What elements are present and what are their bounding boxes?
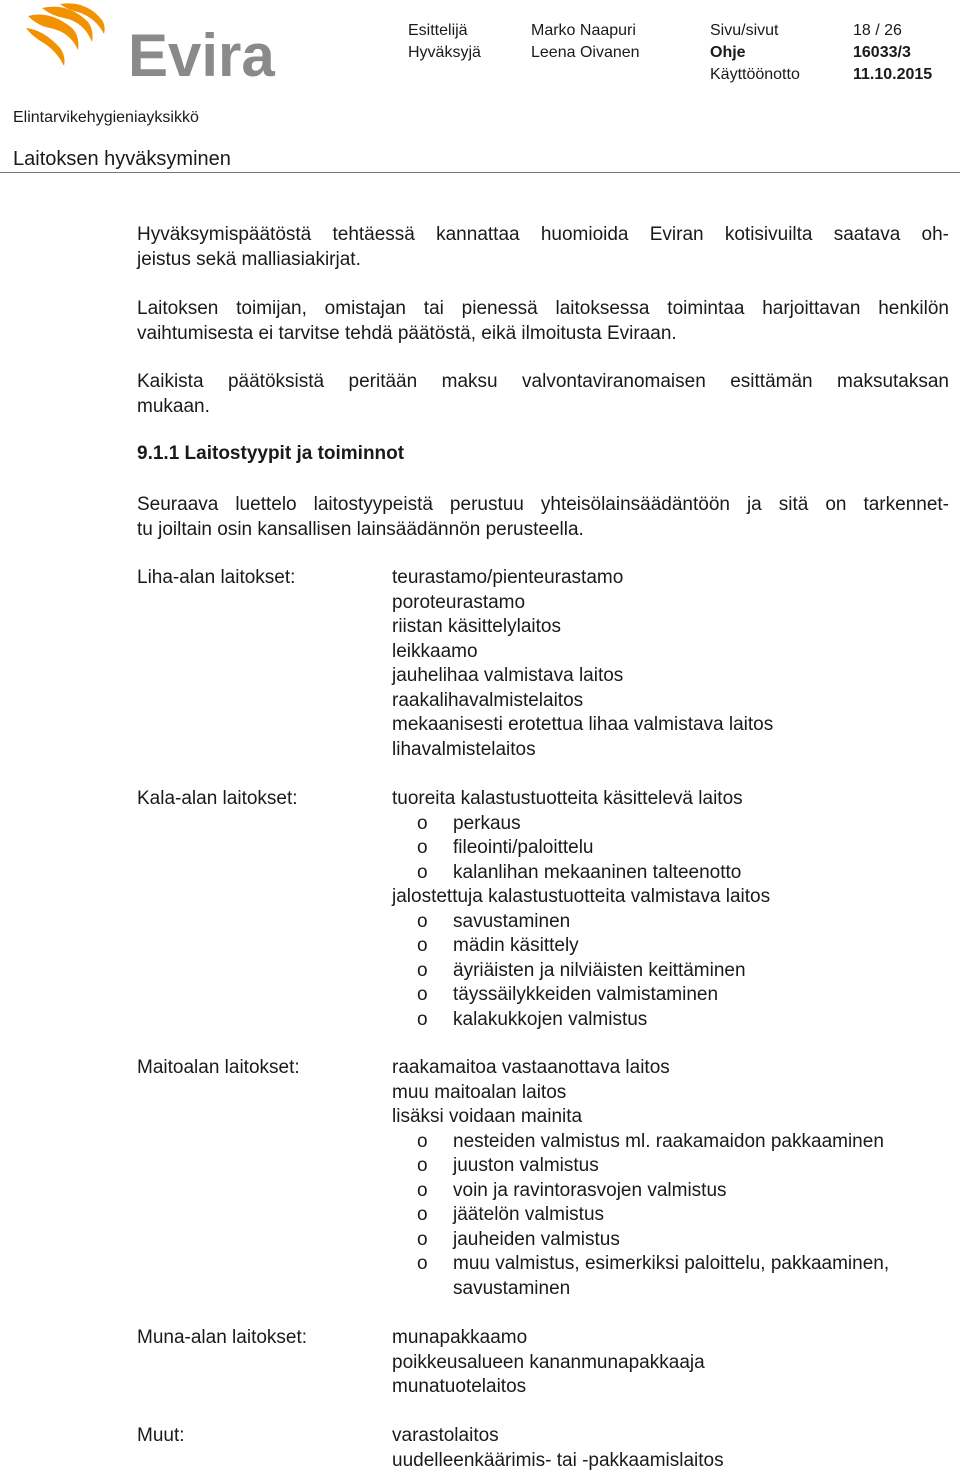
bullet-icon: o (417, 1179, 428, 1201)
text-line: vaihtumisesta ei tarvitse tehdä päätöstä, eikä ilmoitusta Eviraan. (137, 322, 677, 344)
document-title: Laitoksen hyväksyminen (13, 148, 231, 170)
esittelija-value: Marko Naapuri (531, 22, 636, 39)
list-item: raakalihavalmistelaitos (392, 689, 584, 711)
text-line: Hyväksymispäätöstä tehtäessä kannattaa huomioida Eviran kotisivuilta saatava oh- (137, 224, 949, 245)
paragraph-3 (137, 370, 949, 419)
esittelija-label: Esittelijä (408, 22, 468, 39)
bullet-icon: o (417, 1155, 428, 1176)
section-heading: 9.1.1 Laitostyypit ja toiminnot (137, 443, 405, 464)
category-list-muna (392, 1326, 952, 1400)
list-item: mekaanisesti erotettua lihaa valmistava laitos (392, 714, 774, 735)
hyvaksyja-label: Hyväksyjä (408, 44, 481, 61)
list-item: tuoreita kalastustuotteita käsittelevä laitos (392, 788, 743, 809)
doc-number: 16033/3 (853, 44, 911, 61)
paragraph-1 (137, 223, 949, 272)
sub-list-item: o mädin käsittely (392, 934, 952, 959)
paragraph-4 (137, 493, 949, 542)
sub-list-item: o savustaminen (392, 910, 952, 935)
list-item: munatuotelaitos (392, 1376, 527, 1397)
sub-list-item: o kalanlihan mekaaninen talteenotto (392, 861, 952, 886)
bullet-icon: o (417, 1204, 428, 1225)
sub-list-item: o nesteiden valmistus ml. raakamaidon pakkaaminen (392, 1130, 952, 1155)
sub-list-item: o jauheiden valmistus (392, 1228, 952, 1253)
list-item: poikkeusalueen kananmunapakkaaja (392, 1351, 705, 1373)
sub-list-item: o perkaus (392, 812, 952, 837)
category-list-muut (392, 1424, 952, 1473)
list-item: poroteurastamo (392, 591, 526, 613)
list-item: jalostettuja kalastustuotteita valmistava laitos (392, 886, 771, 907)
category-label-muna: Muna-alan laitokset: (137, 1327, 308, 1348)
bullet-icon: o (417, 935, 428, 956)
category-label-muut: Muut: (137, 1425, 185, 1446)
category-list-liha (392, 566, 952, 762)
list-item: leikkaamo (392, 640, 478, 662)
doc-type: Ohje (710, 44, 746, 61)
evira-logo (20, 2, 280, 82)
category-label-kala: Kala-alan laitokset: (137, 788, 298, 809)
list-item: munapakkaamo (392, 1327, 528, 1348)
list-item: riistan käsittelylaitos (392, 616, 561, 637)
bullet-icon: o (417, 1130, 428, 1152)
text-line: tu joiltain osin kansallisen lainsäädännön perusteella. (137, 518, 584, 540)
list-item: jauhelihaa valmistava laitos (392, 665, 624, 686)
sub-list-item: o äyriäisten ja nilviäisten keittäminen (392, 959, 952, 984)
bullet-icon: o (417, 959, 428, 981)
text-line: Laitoksen toimijan, omistajan tai pienessä laitoksessa toimintaa harjoittavan henkilön (137, 298, 949, 319)
text-line: Seuraava luettelo laitostyypeistä perustuu yhteisölainsäädäntöön ja sitä on tarkennet- (137, 494, 949, 515)
list-item: uudelleenkäärimis- tai -pakkaamislaitos (392, 1449, 724, 1471)
bullet-icon: o (417, 1008, 428, 1030)
bullet-icon: o (417, 812, 428, 834)
bullet-icon: o (417, 861, 428, 883)
sub-list-item: o täyssäilykkeiden valmistaminen (392, 983, 952, 1008)
bullet-icon: o (417, 1228, 428, 1250)
bullet-icon: o (417, 984, 428, 1005)
bullet-icon: o (417, 837, 428, 858)
hyvaksyja-value: Leena Oivanen (531, 44, 640, 61)
sub-list-item: o voin ja ravintorasvojen valmistus (392, 1179, 952, 1204)
list-item: raakamaitoa vastaanottava laitos (392, 1057, 670, 1078)
sub-list-item: o kalakukkojen valmistus (392, 1008, 952, 1033)
header-divider (0, 172, 960, 173)
sub-list-item: o fileointi/paloittelu (392, 836, 952, 861)
category-label-liha: Liha-alan laitokset: (137, 567, 296, 588)
list-item: varastolaitos (392, 1425, 499, 1446)
text-line: Kaikista päätöksistä peritään maksu valvontaviranomaisen esittämän maksutaksan (137, 371, 949, 392)
paragraph-2 (137, 297, 949, 346)
list-item: lisäksi voidaan mainita (392, 1106, 583, 1127)
sivu-label: Sivu/sivut (710, 22, 779, 39)
logo-text: Evira (128, 22, 275, 82)
logo-mark-icon (26, 3, 105, 66)
list-item: teurastamo/pienteurastamo (392, 567, 624, 588)
text-line: mukaan. (137, 395, 210, 417)
page-number: 18 / 26 (853, 22, 902, 39)
kayttoonotto-date: 11.10.2015 (853, 66, 933, 83)
list-item: lihavalmistelaitos (392, 738, 536, 760)
bullet-icon: o (417, 910, 428, 932)
category-list-maito (392, 1056, 952, 1301)
sub-list-item: o jäätelön valmistus (392, 1203, 952, 1228)
bullet-icon: o (417, 1253, 428, 1274)
text-line: jeistus sekä malliasiakirjat. (137, 248, 361, 270)
sub-list-item: o juuston valmistus (392, 1154, 952, 1179)
list-item: muu maitoalan laitos (392, 1081, 567, 1103)
sub-list-item: o muu valmistus, esimerkiksi paloittelu, pakkaaminen, savustaminen (417, 1253, 890, 1299)
category-list-kala (392, 787, 952, 1032)
unit-name: Elintarvikehygieniayksikkö (13, 109, 199, 126)
category-label-maito: Maitoalan laitokset: (137, 1057, 300, 1078)
kayttoonotto-label: Käyttöönotto (710, 66, 800, 83)
